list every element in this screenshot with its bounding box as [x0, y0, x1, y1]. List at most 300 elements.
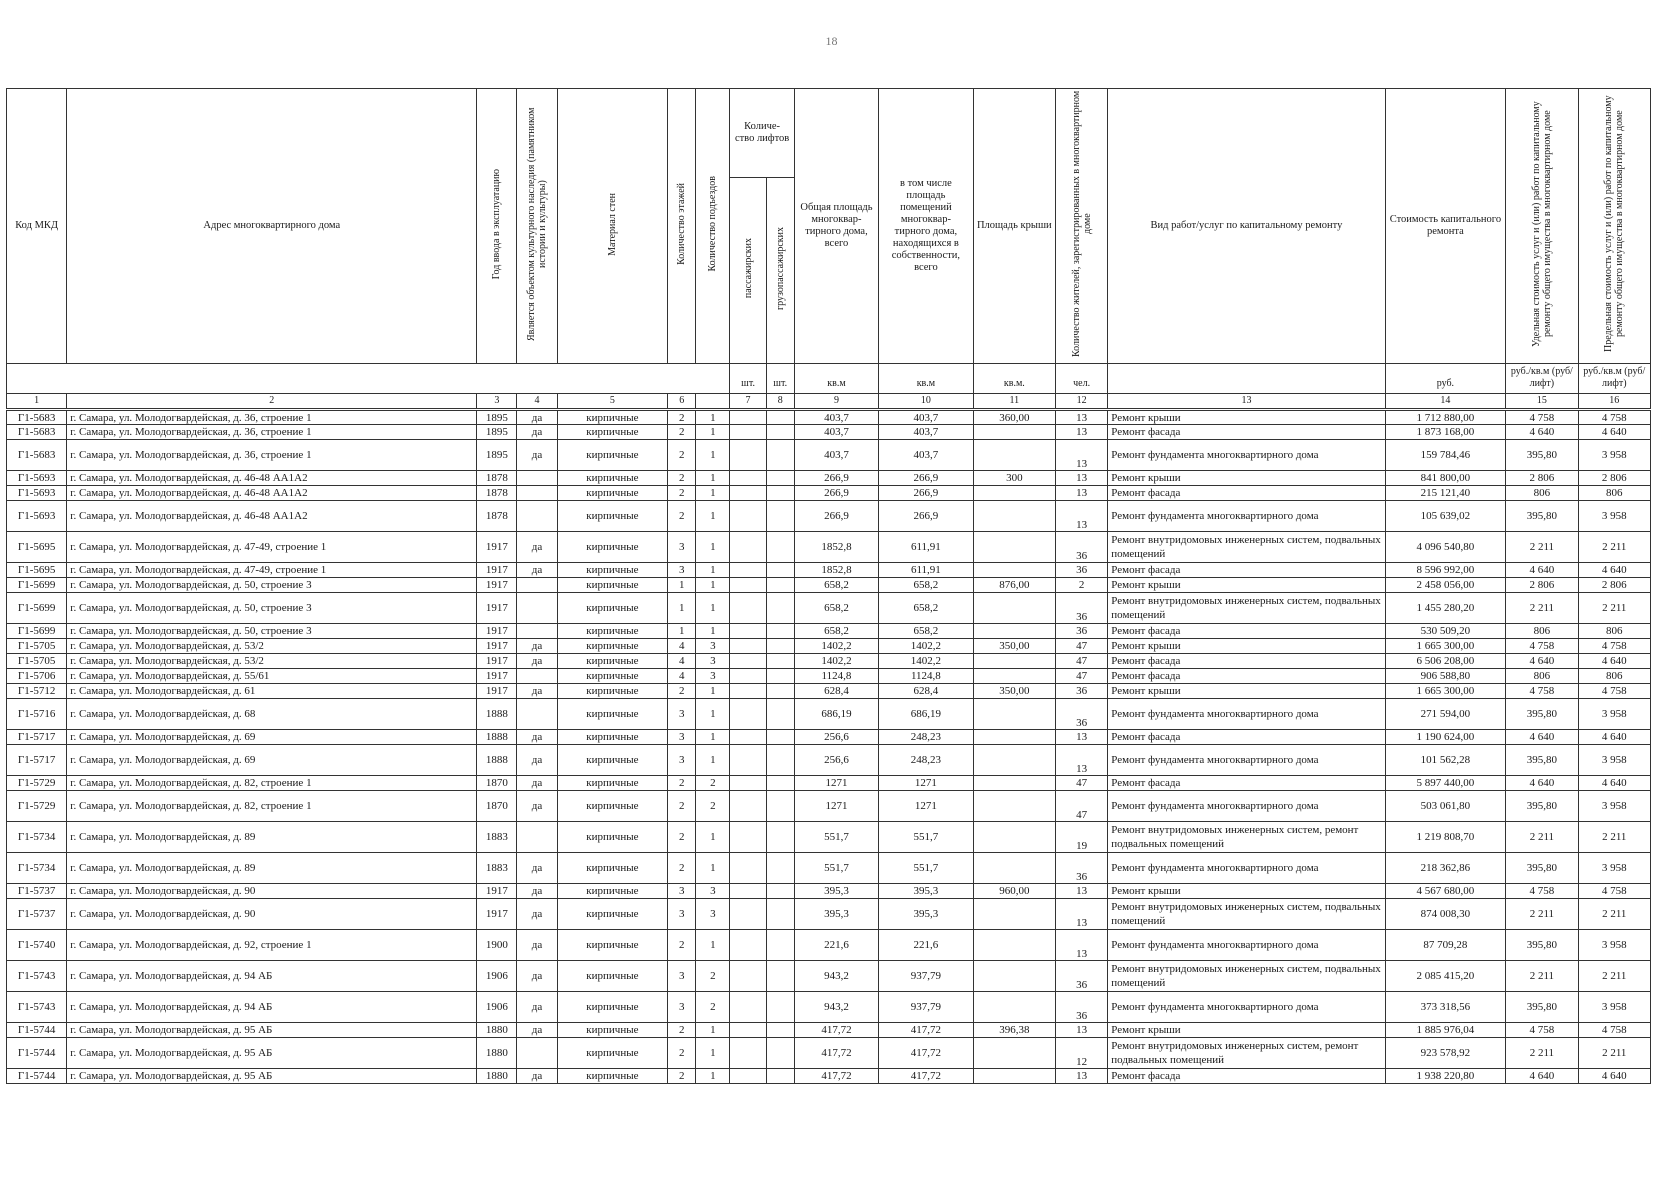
row-heritage	[517, 699, 557, 730]
row-address: г. Самара, ул. Молодогвардейская, д. 68	[67, 699, 477, 730]
column-number: 2	[67, 394, 477, 410]
column-number: 9	[794, 394, 878, 410]
row-heritage	[517, 669, 557, 684]
table-row	[7, 884, 1651, 899]
row-entrances: 1	[696, 930, 730, 961]
table-row	[7, 578, 1651, 593]
row-roof-area	[973, 440, 1055, 471]
row-passenger-lifts	[730, 776, 766, 791]
row-heritage: да	[517, 684, 557, 699]
row-address: г. Самара, ул. Молодогвардейская, д. 94 АБ	[67, 992, 477, 1023]
header-floors-cell	[668, 89, 696, 364]
row-cost: 1 938 220,80	[1385, 1069, 1506, 1084]
row-address: г. Самара, ул. Молодогвардейская, д. 50, строение 3	[67, 593, 477, 624]
row-work-type: Ремонт фундамента многоквартирного дома	[1108, 501, 1385, 532]
header-address: Адрес многоквартирного дома	[67, 89, 477, 364]
row-total-area: 395,3	[794, 884, 878, 899]
row-residents: 13	[1056, 425, 1108, 440]
row-unit-cost: 395,80	[1506, 791, 1578, 822]
row-passenger-lifts	[730, 471, 766, 486]
row-material: кирпичные	[557, 1023, 668, 1038]
column-number: 16	[1578, 394, 1650, 410]
row-owned-area: 628,4	[879, 684, 973, 699]
row-unit-cost: 4 640	[1506, 425, 1578, 440]
row-roof-area	[973, 930, 1055, 961]
row-heritage: да	[517, 791, 557, 822]
row-total-area: 551,7	[794, 822, 878, 853]
row-code: Г1-5717	[7, 730, 67, 745]
row-heritage: да	[517, 532, 557, 563]
row-roof-area	[973, 593, 1055, 624]
row-entrances: 1	[696, 684, 730, 699]
table-row	[7, 471, 1651, 486]
row-owned-area: 937,79	[879, 961, 973, 992]
row-entrances: 1	[696, 578, 730, 593]
row-passenger-lifts	[730, 992, 766, 1023]
row-address: г. Самара, ул. Молодогвардейская, д. 47-49, строение 1	[67, 563, 477, 578]
row-limit-cost: 2 211	[1578, 532, 1650, 563]
row-owned-area: 551,7	[879, 853, 973, 884]
row-address: г. Самара, ул. Молодогвардейская, д. 69	[67, 745, 477, 776]
row-passenger-lifts	[730, 501, 766, 532]
row-year: 1906	[477, 992, 517, 1023]
row-heritage: да	[517, 930, 557, 961]
row-residents: 36	[1056, 563, 1108, 578]
row-unit-cost: 4 758	[1506, 684, 1578, 699]
row-residents: 2	[1056, 578, 1108, 593]
row-roof-area: 300	[973, 471, 1055, 486]
table-row	[7, 669, 1651, 684]
row-year: 1870	[477, 791, 517, 822]
row-floors: 3	[668, 899, 696, 930]
row-code: Г1-5705	[7, 639, 67, 654]
row-freight-lifts	[766, 593, 794, 624]
row-code: Г1-5734	[7, 822, 67, 853]
row-material: кирпичные	[557, 899, 668, 930]
row-residents: 13	[1056, 899, 1108, 930]
row-passenger-lifts	[730, 853, 766, 884]
row-total-area: 266,9	[794, 486, 878, 501]
row-passenger-lifts	[730, 624, 766, 639]
unit-cell: кв.м	[879, 364, 973, 394]
row-work-type: Ремонт внутридомовых инженерных систем, ремонт подвальных помещений	[1108, 822, 1385, 853]
row-work-type: Ремонт крыши	[1108, 1023, 1385, 1038]
table-row	[7, 745, 1651, 776]
row-work-type: Ремонт фасада	[1108, 654, 1385, 669]
row-code: Г1-5734	[7, 853, 67, 884]
row-limit-cost: 4 758	[1578, 410, 1650, 425]
row-work-type: Ремонт фасада	[1108, 624, 1385, 639]
row-entrances: 1	[696, 730, 730, 745]
header-code: Код МКД	[7, 89, 67, 364]
row-work-type: Ремонт крыши	[1108, 884, 1385, 899]
row-unit-cost: 806	[1506, 486, 1578, 501]
row-cost: 1 219 808,70	[1385, 822, 1506, 853]
row-address: г. Самара, ул. Молодогвардейская, д. 46-48 АА1А2	[67, 501, 477, 532]
row-entrances: 2	[696, 992, 730, 1023]
header-residents: Количество жителей, зарегистрированных в многоквартирном доме	[1070, 90, 1093, 358]
row-address: г. Самара, ул. Молодогвардейская, д. 95 АБ	[67, 1069, 477, 1084]
row-material: кирпичные	[557, 791, 668, 822]
row-cost: 1 190 624,00	[1385, 730, 1506, 745]
row-address: г. Самара, ул. Молодогвардейская, д. 89	[67, 822, 477, 853]
row-unit-cost: 4 758	[1506, 639, 1578, 654]
row-freight-lifts	[766, 930, 794, 961]
row-heritage	[517, 578, 557, 593]
row-freight-lifts	[766, 699, 794, 730]
table-row	[7, 1038, 1651, 1069]
row-owned-area: 1402,2	[879, 654, 973, 669]
row-residents: 47	[1056, 669, 1108, 684]
header-material: Материал стен	[606, 192, 618, 256]
row-cost: 373 318,56	[1385, 992, 1506, 1023]
row-owned-area: 417,72	[879, 1038, 973, 1069]
row-floors: 2	[668, 1069, 696, 1084]
row-material: кирпичные	[557, 639, 668, 654]
row-year: 1917	[477, 639, 517, 654]
row-floors: 2	[668, 684, 696, 699]
row-roof-area	[973, 486, 1055, 501]
row-freight-lifts	[766, 992, 794, 1023]
row-entrances: 3	[696, 669, 730, 684]
row-residents: 36	[1056, 593, 1108, 624]
row-material: кирпичные	[557, 593, 668, 624]
row-year: 1917	[477, 669, 517, 684]
row-entrances: 1	[696, 425, 730, 440]
row-work-type: Ремонт фасада	[1108, 1069, 1385, 1084]
row-work-type: Ремонт крыши	[1108, 639, 1385, 654]
row-roof-area	[973, 730, 1055, 745]
row-year: 1880	[477, 1069, 517, 1084]
row-passenger-lifts	[730, 578, 766, 593]
row-work-type: Ремонт фасада	[1108, 730, 1385, 745]
row-year: 1878	[477, 501, 517, 532]
row-unit-cost: 395,80	[1506, 501, 1578, 532]
row-roof-area	[973, 699, 1055, 730]
row-cost: 215 121,40	[1385, 486, 1506, 501]
row-heritage: да	[517, 992, 557, 1023]
row-freight-lifts	[766, 501, 794, 532]
row-code: Г1-5699	[7, 593, 67, 624]
row-unit-cost: 4 640	[1506, 1069, 1578, 1084]
row-material: кирпичные	[557, 563, 668, 578]
column-numbers-row	[7, 394, 1651, 410]
row-limit-cost: 3 958	[1578, 699, 1650, 730]
row-work-type: Ремонт фундамента многоквартирного дома	[1108, 699, 1385, 730]
table-row	[7, 1023, 1651, 1038]
row-floors: 1	[668, 624, 696, 639]
row-freight-lifts	[766, 961, 794, 992]
row-unit-cost: 395,80	[1506, 992, 1578, 1023]
row-address: г. Самара, ул. Молодогвардейская, д. 55/61	[67, 669, 477, 684]
unit-cell: руб./кв.м (руб/лифт)	[1578, 364, 1650, 394]
row-code: Г1-5744	[7, 1038, 67, 1069]
row-roof-area	[973, 853, 1055, 884]
row-material: кирпичные	[557, 745, 668, 776]
row-heritage: да	[517, 1023, 557, 1038]
row-floors: 3	[668, 563, 696, 578]
row-passenger-lifts	[730, 440, 766, 471]
unit-cell: руб./кв.м (руб/лифт)	[1506, 364, 1578, 394]
row-unit-cost: 806	[1506, 624, 1578, 639]
row-address: г. Самара, ул. Молодогвардейская, д. 90	[67, 899, 477, 930]
row-address: г. Самара, ул. Молодогвардейская, д. 36, строение 1	[67, 425, 477, 440]
header-total-area: Общая площадь многоквар- тирного дома, всего	[794, 89, 878, 364]
row-freight-lifts	[766, 745, 794, 776]
header-material-cell	[557, 89, 668, 364]
row-code: Г1-5693	[7, 486, 67, 501]
row-entrances: 3	[696, 639, 730, 654]
row-limit-cost: 4 758	[1578, 639, 1650, 654]
header-work-type: Вид работ/услуг по капитальному ремонту	[1108, 89, 1385, 364]
row-work-type: Ремонт внутридомовых инженерных систем, подвальных помещений	[1108, 961, 1385, 992]
column-number: 8	[766, 394, 794, 410]
row-heritage: да	[517, 639, 557, 654]
capital-repair-table	[6, 88, 1651, 1084]
row-floors: 3	[668, 532, 696, 563]
row-roof-area: 876,00	[973, 578, 1055, 593]
row-owned-area: 658,2	[879, 624, 973, 639]
row-cost: 105 639,02	[1385, 501, 1506, 532]
row-year: 1895	[477, 440, 517, 471]
row-owned-area: 395,3	[879, 899, 973, 930]
row-year: 1917	[477, 624, 517, 639]
row-address: г. Самара, ул. Молодогвардейская, д. 50, строение 3	[67, 624, 477, 639]
row-passenger-lifts	[730, 593, 766, 624]
row-total-area: 628,4	[794, 684, 878, 699]
units-row	[7, 364, 1651, 394]
row-freight-lifts	[766, 639, 794, 654]
table-row	[7, 930, 1651, 961]
row-cost: 503 061,80	[1385, 791, 1506, 822]
row-material: кирпичные	[557, 624, 668, 639]
row-entrances: 1	[696, 699, 730, 730]
row-year: 1895	[477, 410, 517, 425]
row-residents: 47	[1056, 776, 1108, 791]
row-limit-cost: 806	[1578, 486, 1650, 501]
row-residents: 36	[1056, 699, 1108, 730]
row-cost: 2 458 056,00	[1385, 578, 1506, 593]
row-limit-cost: 806	[1578, 669, 1650, 684]
row-heritage: да	[517, 961, 557, 992]
row-address: г. Самара, ул. Молодогвардейская, д. 46-48 АА1А2	[67, 486, 477, 501]
row-residents: 13	[1056, 486, 1108, 501]
row-owned-area: 551,7	[879, 822, 973, 853]
row-floors: 2	[668, 853, 696, 884]
row-cost: 87 709,28	[1385, 930, 1506, 961]
row-year: 1880	[477, 1038, 517, 1069]
row-passenger-lifts	[730, 745, 766, 776]
row-total-area: 1271	[794, 776, 878, 791]
row-heritage: да	[517, 440, 557, 471]
row-year: 1917	[477, 684, 517, 699]
row-year: 1900	[477, 930, 517, 961]
row-material: кирпичные	[557, 532, 668, 563]
row-unit-cost: 4 758	[1506, 410, 1578, 425]
row-material: кирпичные	[557, 884, 668, 899]
column-number: 12	[1056, 394, 1108, 410]
row-cost: 4 096 540,80	[1385, 532, 1506, 563]
row-unit-cost: 806	[1506, 669, 1578, 684]
row-freight-lifts	[766, 440, 794, 471]
row-work-type: Ремонт внутридомовых инженерных систем, подвальных помещений	[1108, 899, 1385, 930]
row-heritage: да	[517, 654, 557, 669]
row-passenger-lifts	[730, 532, 766, 563]
row-year: 1895	[477, 425, 517, 440]
row-owned-area: 937,79	[879, 992, 973, 1023]
row-limit-cost: 4 758	[1578, 884, 1650, 899]
row-floors: 4	[668, 639, 696, 654]
row-total-area: 658,2	[794, 593, 878, 624]
row-passenger-lifts	[730, 563, 766, 578]
row-residents: 13	[1056, 440, 1108, 471]
row-roof-area	[973, 654, 1055, 669]
row-owned-area: 248,23	[879, 745, 973, 776]
row-heritage: да	[517, 745, 557, 776]
row-roof-area	[973, 899, 1055, 930]
row-residents: 47	[1056, 639, 1108, 654]
row-owned-area: 1124,8	[879, 669, 973, 684]
row-limit-cost: 4 758	[1578, 1023, 1650, 1038]
row-cost: 101 562,28	[1385, 745, 1506, 776]
row-residents: 36	[1056, 532, 1108, 563]
row-unit-cost: 2 211	[1506, 899, 1578, 930]
row-work-type: Ремонт крыши	[1108, 684, 1385, 699]
row-owned-area: 266,9	[879, 501, 973, 532]
row-owned-area: 658,2	[879, 593, 973, 624]
row-work-type: Ремонт фундамента многоквартирного дома	[1108, 992, 1385, 1023]
row-roof-area	[973, 822, 1055, 853]
row-code: Г1-5716	[7, 699, 67, 730]
row-passenger-lifts	[730, 639, 766, 654]
row-year: 1870	[477, 776, 517, 791]
row-entrances: 1	[696, 822, 730, 853]
row-freight-lifts	[766, 532, 794, 563]
row-entrances: 1	[696, 471, 730, 486]
header-owned-area: в том числе площадь помещений многоквар- тирного дома, находящихся в собственности, всего	[879, 89, 973, 364]
row-work-type: Ремонт фасада	[1108, 486, 1385, 501]
row-unit-cost: 395,80	[1506, 930, 1578, 961]
row-entrances: 1	[696, 624, 730, 639]
row-total-area: 1271	[794, 791, 878, 822]
header-heritage-cell	[517, 89, 557, 364]
row-roof-area	[973, 669, 1055, 684]
row-passenger-lifts	[730, 654, 766, 669]
row-limit-cost: 3 958	[1578, 791, 1650, 822]
row-floors: 3	[668, 745, 696, 776]
header-lifts: Количе- ство лифтов	[730, 89, 794, 178]
row-residents: 13	[1056, 745, 1108, 776]
row-residents: 13	[1056, 471, 1108, 486]
row-work-type: Ремонт фасада	[1108, 776, 1385, 791]
row-entrances: 2	[696, 961, 730, 992]
row-cost: 841 800,00	[1385, 471, 1506, 486]
table-row	[7, 654, 1651, 669]
row-heritage	[517, 624, 557, 639]
row-owned-area: 658,2	[879, 578, 973, 593]
row-material: кирпичные	[557, 440, 668, 471]
row-material: кирпичные	[557, 699, 668, 730]
row-floors: 2	[668, 501, 696, 532]
row-total-area: 551,7	[794, 853, 878, 884]
row-owned-area: 403,7	[879, 425, 973, 440]
row-limit-cost: 3 958	[1578, 745, 1650, 776]
row-total-area: 403,7	[794, 410, 878, 425]
row-address: г. Самара, ул. Молодогвардейская, д. 69	[67, 730, 477, 745]
header-entrances-cell	[696, 89, 730, 364]
row-cost: 1 665 300,00	[1385, 639, 1506, 654]
row-work-type: Ремонт крыши	[1108, 410, 1385, 425]
row-code: Г1-5717	[7, 745, 67, 776]
row-owned-area: 611,91	[879, 532, 973, 563]
header-year-cell	[477, 89, 517, 364]
row-limit-cost: 4 640	[1578, 1069, 1650, 1084]
row-heritage	[517, 501, 557, 532]
row-floors: 2	[668, 791, 696, 822]
row-material: кирпичные	[557, 578, 668, 593]
row-freight-lifts	[766, 486, 794, 501]
row-entrances: 1	[696, 745, 730, 776]
row-year: 1888	[477, 745, 517, 776]
row-code: Г1-5712	[7, 684, 67, 699]
row-roof-area	[973, 1069, 1055, 1084]
row-material: кирпичные	[557, 776, 668, 791]
row-total-area: 266,9	[794, 501, 878, 532]
row-passenger-lifts	[730, 730, 766, 745]
unit-cell: шт.	[730, 364, 766, 394]
row-owned-area: 266,9	[879, 486, 973, 501]
row-total-area: 1852,8	[794, 532, 878, 563]
column-number: 7	[730, 394, 766, 410]
table-row	[7, 822, 1651, 853]
row-code: Г1-5699	[7, 624, 67, 639]
row-freight-lifts	[766, 684, 794, 699]
row-residents: 12	[1056, 1038, 1108, 1069]
row-heritage: да	[517, 1069, 557, 1084]
row-limit-cost: 4 640	[1578, 425, 1650, 440]
row-limit-cost: 806	[1578, 624, 1650, 639]
row-owned-area: 686,19	[879, 699, 973, 730]
row-cost: 271 594,00	[1385, 699, 1506, 730]
row-roof-area: 960,00	[973, 884, 1055, 899]
row-year: 1888	[477, 730, 517, 745]
table-row	[7, 992, 1651, 1023]
row-freight-lifts	[766, 899, 794, 930]
row-freight-lifts	[766, 563, 794, 578]
row-heritage	[517, 1038, 557, 1069]
row-freight-lifts	[766, 624, 794, 639]
row-passenger-lifts	[730, 669, 766, 684]
row-residents: 36	[1056, 684, 1108, 699]
row-heritage: да	[517, 899, 557, 930]
row-total-area: 417,72	[794, 1069, 878, 1084]
row-roof-area	[973, 425, 1055, 440]
table-row	[7, 624, 1651, 639]
row-floors: 2	[668, 822, 696, 853]
row-floors: 3	[668, 992, 696, 1023]
row-unit-cost: 2 211	[1506, 822, 1578, 853]
header-limit-cost: Предельная стоимость услуг и (или) работ по капитальному ремонту общего имущества в многоквартирном доме	[1603, 95, 1626, 353]
row-unit-cost: 395,80	[1506, 853, 1578, 884]
row-material: кирпичные	[557, 1038, 668, 1069]
row-cost: 874 008,30	[1385, 899, 1506, 930]
row-freight-lifts	[766, 1069, 794, 1084]
row-floors: 2	[668, 486, 696, 501]
row-address: г. Самара, ул. Молодогвардейская, д. 53/2	[67, 654, 477, 669]
row-roof-area	[973, 776, 1055, 791]
row-code: Г1-5695	[7, 563, 67, 578]
row-unit-cost: 395,80	[1506, 440, 1578, 471]
